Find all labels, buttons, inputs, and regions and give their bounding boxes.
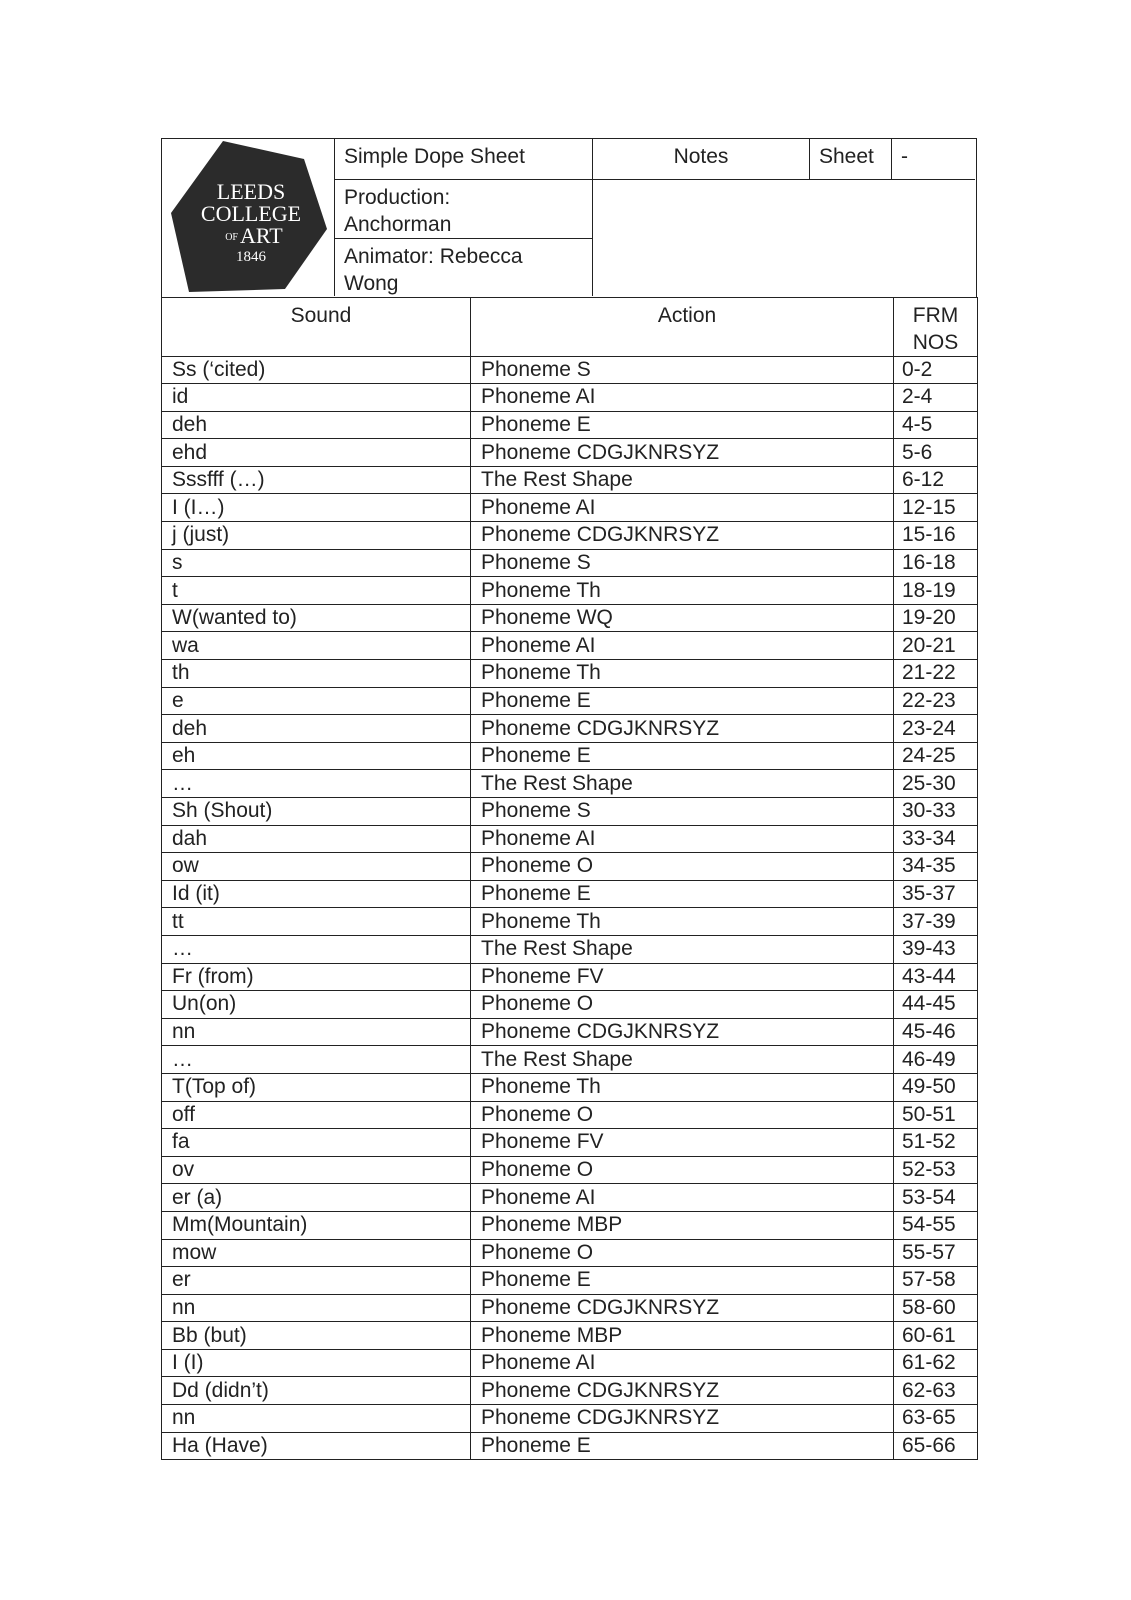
frame-range-cell: 18-19 bbox=[894, 577, 978, 605]
sound-cell: ehd bbox=[162, 439, 471, 467]
frame-range-cell: 43-44 bbox=[894, 963, 978, 991]
action-cell: Phoneme MBP bbox=[471, 1211, 894, 1239]
animator-value: Wong bbox=[344, 272, 399, 295]
table-row bbox=[162, 494, 978, 522]
table-row bbox=[162, 935, 978, 963]
sound-cell: fa bbox=[162, 1129, 471, 1157]
sound-cell: mow bbox=[162, 1239, 471, 1267]
sound-cell: eh bbox=[162, 742, 471, 770]
college-logo-icon bbox=[167, 139, 329, 296]
sound-cell: s bbox=[162, 549, 471, 577]
table-row bbox=[162, 908, 978, 936]
action-cell: Phoneme AI bbox=[471, 494, 894, 522]
table-row bbox=[162, 522, 978, 550]
sound-cell: Fr (from) bbox=[162, 963, 471, 991]
action-cell: Phoneme S bbox=[471, 549, 894, 577]
table-row bbox=[162, 632, 978, 660]
action-cell: Phoneme S bbox=[471, 798, 894, 826]
frm-header-line1: FRM bbox=[912, 303, 959, 327]
action-cell: Phoneme E bbox=[471, 411, 894, 439]
sound-cell: Id (it) bbox=[162, 880, 471, 908]
sound-cell: W(wanted to) bbox=[162, 604, 471, 632]
action-cell: Phoneme WQ bbox=[471, 604, 894, 632]
sound-cell: ow bbox=[162, 853, 471, 881]
frame-range-cell: 20-21 bbox=[894, 632, 978, 660]
frame-range-cell: 52-53 bbox=[894, 1156, 978, 1184]
table-row bbox=[162, 742, 978, 770]
notes-area bbox=[593, 180, 975, 296]
action-cell: Phoneme CDGJKNRSYZ bbox=[471, 1405, 894, 1433]
sound-cell: e bbox=[162, 687, 471, 715]
table-row bbox=[162, 577, 978, 605]
action-cell: The Rest Shape bbox=[471, 466, 894, 494]
sound-cell: I (I…) bbox=[162, 494, 471, 522]
action-cell: Phoneme FV bbox=[471, 1129, 894, 1157]
action-cell: Phoneme CDGJKNRSYZ bbox=[471, 1294, 894, 1322]
action-cell: Phoneme CDGJKNRSYZ bbox=[471, 439, 894, 467]
table-row bbox=[162, 1432, 978, 1460]
frame-range-cell: 15-16 bbox=[894, 522, 978, 550]
table-row bbox=[162, 439, 978, 467]
table-body bbox=[162, 356, 978, 1460]
action-cell: Phoneme AI bbox=[471, 825, 894, 853]
frame-range-cell: 53-54 bbox=[894, 1184, 978, 1212]
notes-label: Notes bbox=[593, 139, 810, 180]
sheet-label: Sheet bbox=[810, 139, 892, 180]
table-row bbox=[162, 1377, 978, 1405]
frame-range-cell: 33-34 bbox=[894, 825, 978, 853]
frm-header-line2: NOS bbox=[912, 330, 959, 354]
action-cell: Phoneme Th bbox=[471, 577, 894, 605]
sound-cell: Sh (Shout) bbox=[162, 798, 471, 826]
action-cell: Phoneme E bbox=[471, 880, 894, 908]
sheet-header bbox=[161, 138, 977, 298]
action-cell: The Rest Shape bbox=[471, 770, 894, 798]
frame-range-cell: 62-63 bbox=[894, 1377, 978, 1405]
table-row bbox=[162, 384, 978, 412]
sound-cell: dah bbox=[162, 825, 471, 853]
table-row bbox=[162, 825, 978, 853]
action-cell: Phoneme Th bbox=[471, 660, 894, 688]
action-cell: Phoneme O bbox=[471, 1239, 894, 1267]
table-row bbox=[162, 1129, 978, 1157]
logo-line-of: OF bbox=[225, 232, 238, 243]
sound-cell: Un(on) bbox=[162, 991, 471, 1019]
table-row bbox=[162, 1046, 978, 1074]
action-cell: Phoneme O bbox=[471, 853, 894, 881]
sound-cell: deh bbox=[162, 715, 471, 743]
action-cell: Phoneme FV bbox=[471, 963, 894, 991]
action-cell: Phoneme E bbox=[471, 1267, 894, 1295]
frame-range-cell: 54-55 bbox=[894, 1211, 978, 1239]
action-cell: Phoneme CDGJKNRSYZ bbox=[471, 715, 894, 743]
frame-range-cell: 60-61 bbox=[894, 1322, 978, 1350]
table-row bbox=[162, 963, 978, 991]
frame-range-cell: 57-58 bbox=[894, 1267, 978, 1295]
action-cell: Phoneme CDGJKNRSYZ bbox=[471, 1377, 894, 1405]
frame-range-cell: 65-66 bbox=[894, 1432, 978, 1460]
frame-range-cell: 61-62 bbox=[894, 1349, 978, 1377]
sound-cell: Ha (Have) bbox=[162, 1432, 471, 1460]
frame-range-cell: 51-52 bbox=[894, 1129, 978, 1157]
logo-line-college: COLLEGE bbox=[200, 201, 302, 226]
frame-range-cell: 4-5 bbox=[894, 411, 978, 439]
frame-range-cell: 30-33 bbox=[894, 798, 978, 826]
action-cell: Phoneme O bbox=[471, 1101, 894, 1129]
table-row bbox=[162, 549, 978, 577]
animator-field bbox=[335, 239, 593, 296]
sound-cell: … bbox=[162, 770, 471, 798]
logo-line-art: ART bbox=[240, 223, 283, 248]
column-header-frame-numbers bbox=[894, 297, 978, 356]
frame-range-cell: 58-60 bbox=[894, 1294, 978, 1322]
frame-range-cell: 23-24 bbox=[894, 715, 978, 743]
sheet-number: - bbox=[892, 139, 975, 180]
action-cell: Phoneme S bbox=[471, 356, 894, 384]
frame-range-cell: 21-22 bbox=[894, 660, 978, 688]
table-row bbox=[162, 660, 978, 688]
frame-range-cell: 5-6 bbox=[894, 439, 978, 467]
table-row bbox=[162, 1156, 978, 1184]
column-header-action: Action bbox=[471, 297, 894, 356]
frame-range-cell: 2-4 bbox=[894, 384, 978, 412]
sheet-title: Simple Dope Sheet bbox=[335, 139, 593, 180]
frame-range-cell: 63-65 bbox=[894, 1405, 978, 1433]
sound-cell: er (a) bbox=[162, 1184, 471, 1212]
action-cell: Phoneme Th bbox=[471, 908, 894, 936]
table-row bbox=[162, 1294, 978, 1322]
action-cell: Phoneme MBP bbox=[471, 1322, 894, 1350]
frame-range-cell: 39-43 bbox=[894, 935, 978, 963]
column-header-sound: Sound bbox=[162, 297, 471, 356]
table-row bbox=[162, 880, 978, 908]
table-row bbox=[162, 853, 978, 881]
logo-line-year: 1846 bbox=[236, 249, 266, 265]
table-row bbox=[162, 604, 978, 632]
sound-cell: er bbox=[162, 1267, 471, 1295]
action-cell: Phoneme CDGJKNRSYZ bbox=[471, 522, 894, 550]
frame-range-cell: 16-18 bbox=[894, 549, 978, 577]
table-row bbox=[162, 687, 978, 715]
animator-label: Animator: Rebecca bbox=[344, 245, 523, 268]
frame-range-cell: 25-30 bbox=[894, 770, 978, 798]
table-row bbox=[162, 715, 978, 743]
sound-cell: nn bbox=[162, 1294, 471, 1322]
sound-cell: deh bbox=[162, 411, 471, 439]
sound-cell: Bb (but) bbox=[162, 1322, 471, 1350]
sound-cell: Sssfff (…) bbox=[162, 466, 471, 494]
sound-cell: wa bbox=[162, 632, 471, 660]
production-field bbox=[335, 180, 593, 239]
action-cell: Phoneme O bbox=[471, 1156, 894, 1184]
table-row bbox=[162, 356, 978, 384]
sound-cell: Mm(Mountain) bbox=[162, 1211, 471, 1239]
action-cell: Phoneme E bbox=[471, 1432, 894, 1460]
action-cell: The Rest Shape bbox=[471, 935, 894, 963]
table-row bbox=[162, 1405, 978, 1433]
college-logo bbox=[162, 139, 335, 296]
sound-cell: I (I) bbox=[162, 1349, 471, 1377]
frame-range-cell: 19-20 bbox=[894, 604, 978, 632]
action-cell: Phoneme Th bbox=[471, 1073, 894, 1101]
sound-cell: ov bbox=[162, 1156, 471, 1184]
table-row bbox=[162, 411, 978, 439]
table-row bbox=[162, 1239, 978, 1267]
frame-range-cell: 55-57 bbox=[894, 1239, 978, 1267]
frame-range-cell: 34-35 bbox=[894, 853, 978, 881]
frame-range-cell: 35-37 bbox=[894, 880, 978, 908]
production-value: Anchorman bbox=[344, 213, 452, 236]
production-label: Production: bbox=[344, 186, 451, 209]
action-cell: Phoneme CDGJKNRSYZ bbox=[471, 1018, 894, 1046]
table-row bbox=[162, 1211, 978, 1239]
sound-cell: t bbox=[162, 577, 471, 605]
sound-cell: tt bbox=[162, 908, 471, 936]
table-row bbox=[162, 770, 978, 798]
frame-range-cell: 44-45 bbox=[894, 991, 978, 1019]
frame-range-cell: 22-23 bbox=[894, 687, 978, 715]
action-cell: The Rest Shape bbox=[471, 1046, 894, 1074]
sound-cell: … bbox=[162, 935, 471, 963]
table-row bbox=[162, 1073, 978, 1101]
action-cell: Phoneme E bbox=[471, 742, 894, 770]
sound-cell: off bbox=[162, 1101, 471, 1129]
sound-cell: … bbox=[162, 1046, 471, 1074]
table-row bbox=[162, 1267, 978, 1295]
frame-range-cell: 37-39 bbox=[894, 908, 978, 936]
frame-range-cell: 45-46 bbox=[894, 1018, 978, 1046]
action-cell: Phoneme O bbox=[471, 991, 894, 1019]
action-cell: Phoneme AI bbox=[471, 1184, 894, 1212]
sound-cell: Ss (‘cited) bbox=[162, 356, 471, 384]
table-row bbox=[162, 1184, 978, 1212]
frame-range-cell: 46-49 bbox=[894, 1046, 978, 1074]
table-row bbox=[162, 1101, 978, 1129]
action-cell: Phoneme AI bbox=[471, 1349, 894, 1377]
sound-cell: nn bbox=[162, 1018, 471, 1046]
table-header-row bbox=[162, 297, 978, 356]
table-row bbox=[162, 1018, 978, 1046]
sound-cell: T(Top of) bbox=[162, 1073, 471, 1101]
table-row bbox=[162, 1349, 978, 1377]
table-row bbox=[162, 798, 978, 826]
logo-line-leeds: LEEDS bbox=[216, 179, 286, 204]
action-cell: Phoneme AI bbox=[471, 632, 894, 660]
table-row bbox=[162, 466, 978, 494]
frame-range-cell: 50-51 bbox=[894, 1101, 978, 1129]
sound-cell: id bbox=[162, 384, 471, 412]
action-cell: Phoneme E bbox=[471, 687, 894, 715]
sound-cell: th bbox=[162, 660, 471, 688]
table-row bbox=[162, 991, 978, 1019]
sound-cell: j (just) bbox=[162, 522, 471, 550]
frame-range-cell: 24-25 bbox=[894, 742, 978, 770]
frame-range-cell: 0-2 bbox=[894, 356, 978, 384]
frame-range-cell: 6-12 bbox=[894, 466, 978, 494]
action-cell: Phoneme AI bbox=[471, 384, 894, 412]
sound-cell: Dd (didn’t) bbox=[162, 1377, 471, 1405]
dope-sheet-table bbox=[161, 297, 978, 1461]
dope-sheet bbox=[161, 138, 977, 1460]
frame-range-cell: 49-50 bbox=[894, 1073, 978, 1101]
frame-range-cell: 12-15 bbox=[894, 494, 978, 522]
table-row bbox=[162, 1322, 978, 1350]
sound-cell: nn bbox=[162, 1405, 471, 1433]
